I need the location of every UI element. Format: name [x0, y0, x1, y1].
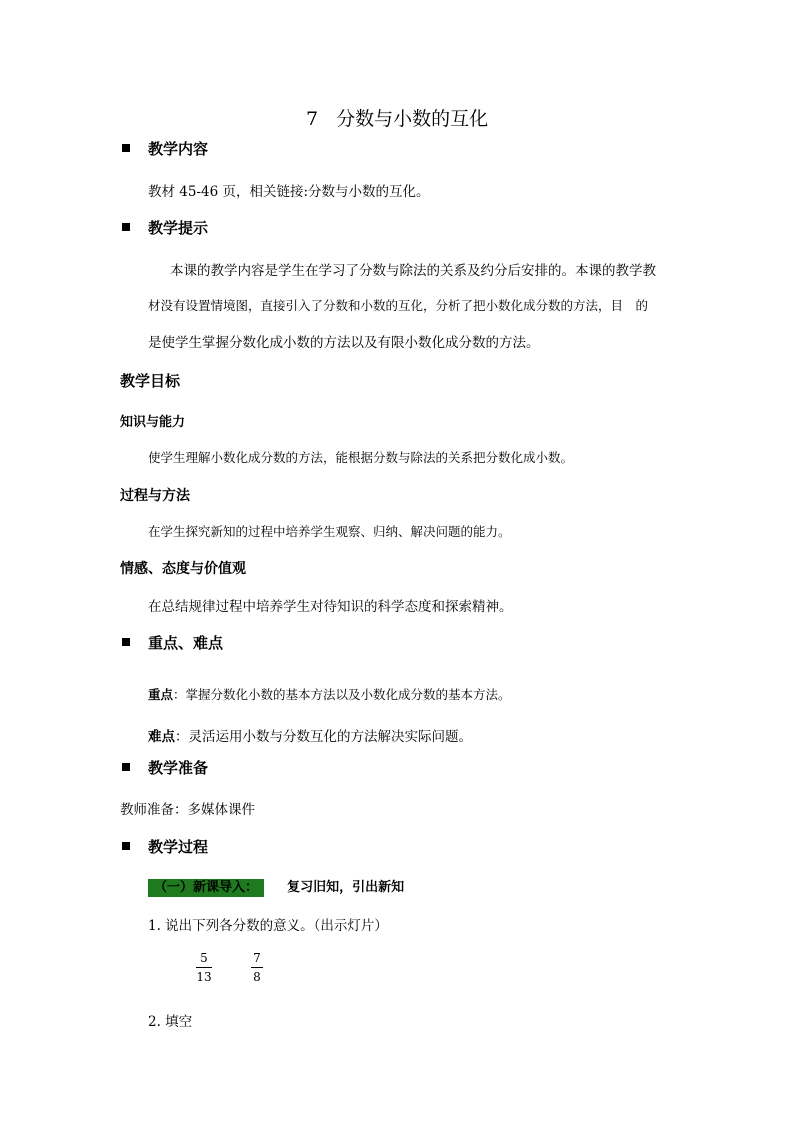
- difficult-text: ：灵活运用小数与分数互化的方法解决实际问题。: [175, 729, 472, 745]
- section-heading-hint: 教学提示: [148, 219, 209, 237]
- section-heading-key: 重点、难点: [148, 634, 224, 652]
- fraction-numerator: 7: [253, 951, 261, 965]
- fraction-denominator: 13: [196, 970, 212, 984]
- key-label: 重点: [148, 687, 174, 702]
- bullet-icon: [122, 763, 130, 771]
- lesson-number: 7: [306, 108, 319, 130]
- fraction-denominator: 8: [253, 970, 261, 984]
- bullet-icon: [122, 144, 130, 152]
- prep-text: 教师准备：多媒体课件: [120, 802, 255, 818]
- fraction-numerator: 5: [200, 951, 208, 965]
- hint-line-3: 是使学生掌握分数化成小数的方法以及有限小数化成分数的方法。: [148, 335, 540, 351]
- section-heading-prep: 教学准备: [148, 759, 209, 777]
- step-title: 复习旧知，引出新知: [287, 880, 405, 895]
- fraction-1: [196, 951, 212, 984]
- section-heading-procedure: 教学过程: [148, 838, 209, 856]
- section-heading-goals: 教学目标: [120, 372, 181, 390]
- lesson-title: 分数与小数的互化: [336, 108, 489, 130]
- difficult-point: [148, 725, 472, 745]
- bullet-icon: [122, 638, 130, 646]
- section-heading-content: 教学内容: [148, 140, 209, 158]
- bullet-icon: [122, 842, 130, 850]
- emotion-text: 在总结规律过程中培养学生对待知识的科学态度和探索精神。: [148, 599, 513, 615]
- fraction-bar: [251, 967, 263, 968]
- hint-line-1: 本课的教学内容是学生在学习了分数与除法的关系及约分后安排的。本课的教学教: [170, 263, 656, 279]
- fraction-2: [251, 951, 263, 984]
- bullet-icon: [122, 223, 130, 231]
- procedure-item-1: 1. 说出下列各分数的意义。（出示灯片）: [148, 918, 388, 934]
- step-tag: （一）新课导入：: [148, 879, 264, 897]
- hint-line-2: 材没有设置情境图，直接引入了分数和小数的互化，分析了把小数化成分数的方法，目 的: [148, 298, 649, 313]
- key-point: [148, 685, 511, 703]
- content-text: 教材 45-46 页，相关链接:分数与小数的互化。: [148, 184, 430, 200]
- procedure-step: [148, 876, 404, 895]
- difficult-label: 难点: [148, 729, 175, 745]
- fraction-bar: [196, 967, 212, 968]
- subheading-knowledge: 知识与能力: [120, 415, 186, 430]
- subheading-process: 过程与方法: [120, 488, 190, 504]
- procedure-item-2: 2. 填空: [148, 1014, 193, 1030]
- knowledge-text: 使学生理解小数化成分数的方法，能根据分数与除法的关系把分数化成小数。: [148, 450, 574, 465]
- subheading-emotion: 情感、态度与价值观: [120, 561, 246, 577]
- process-text: 在学生探究新知的过程中培养学生观察、归纳、解决问题的能力。: [148, 524, 511, 539]
- page-title: [306, 104, 488, 131]
- key-text: ：掌握分数化小数的基本方法以及小数化成分数的基本方法。: [173, 687, 511, 702]
